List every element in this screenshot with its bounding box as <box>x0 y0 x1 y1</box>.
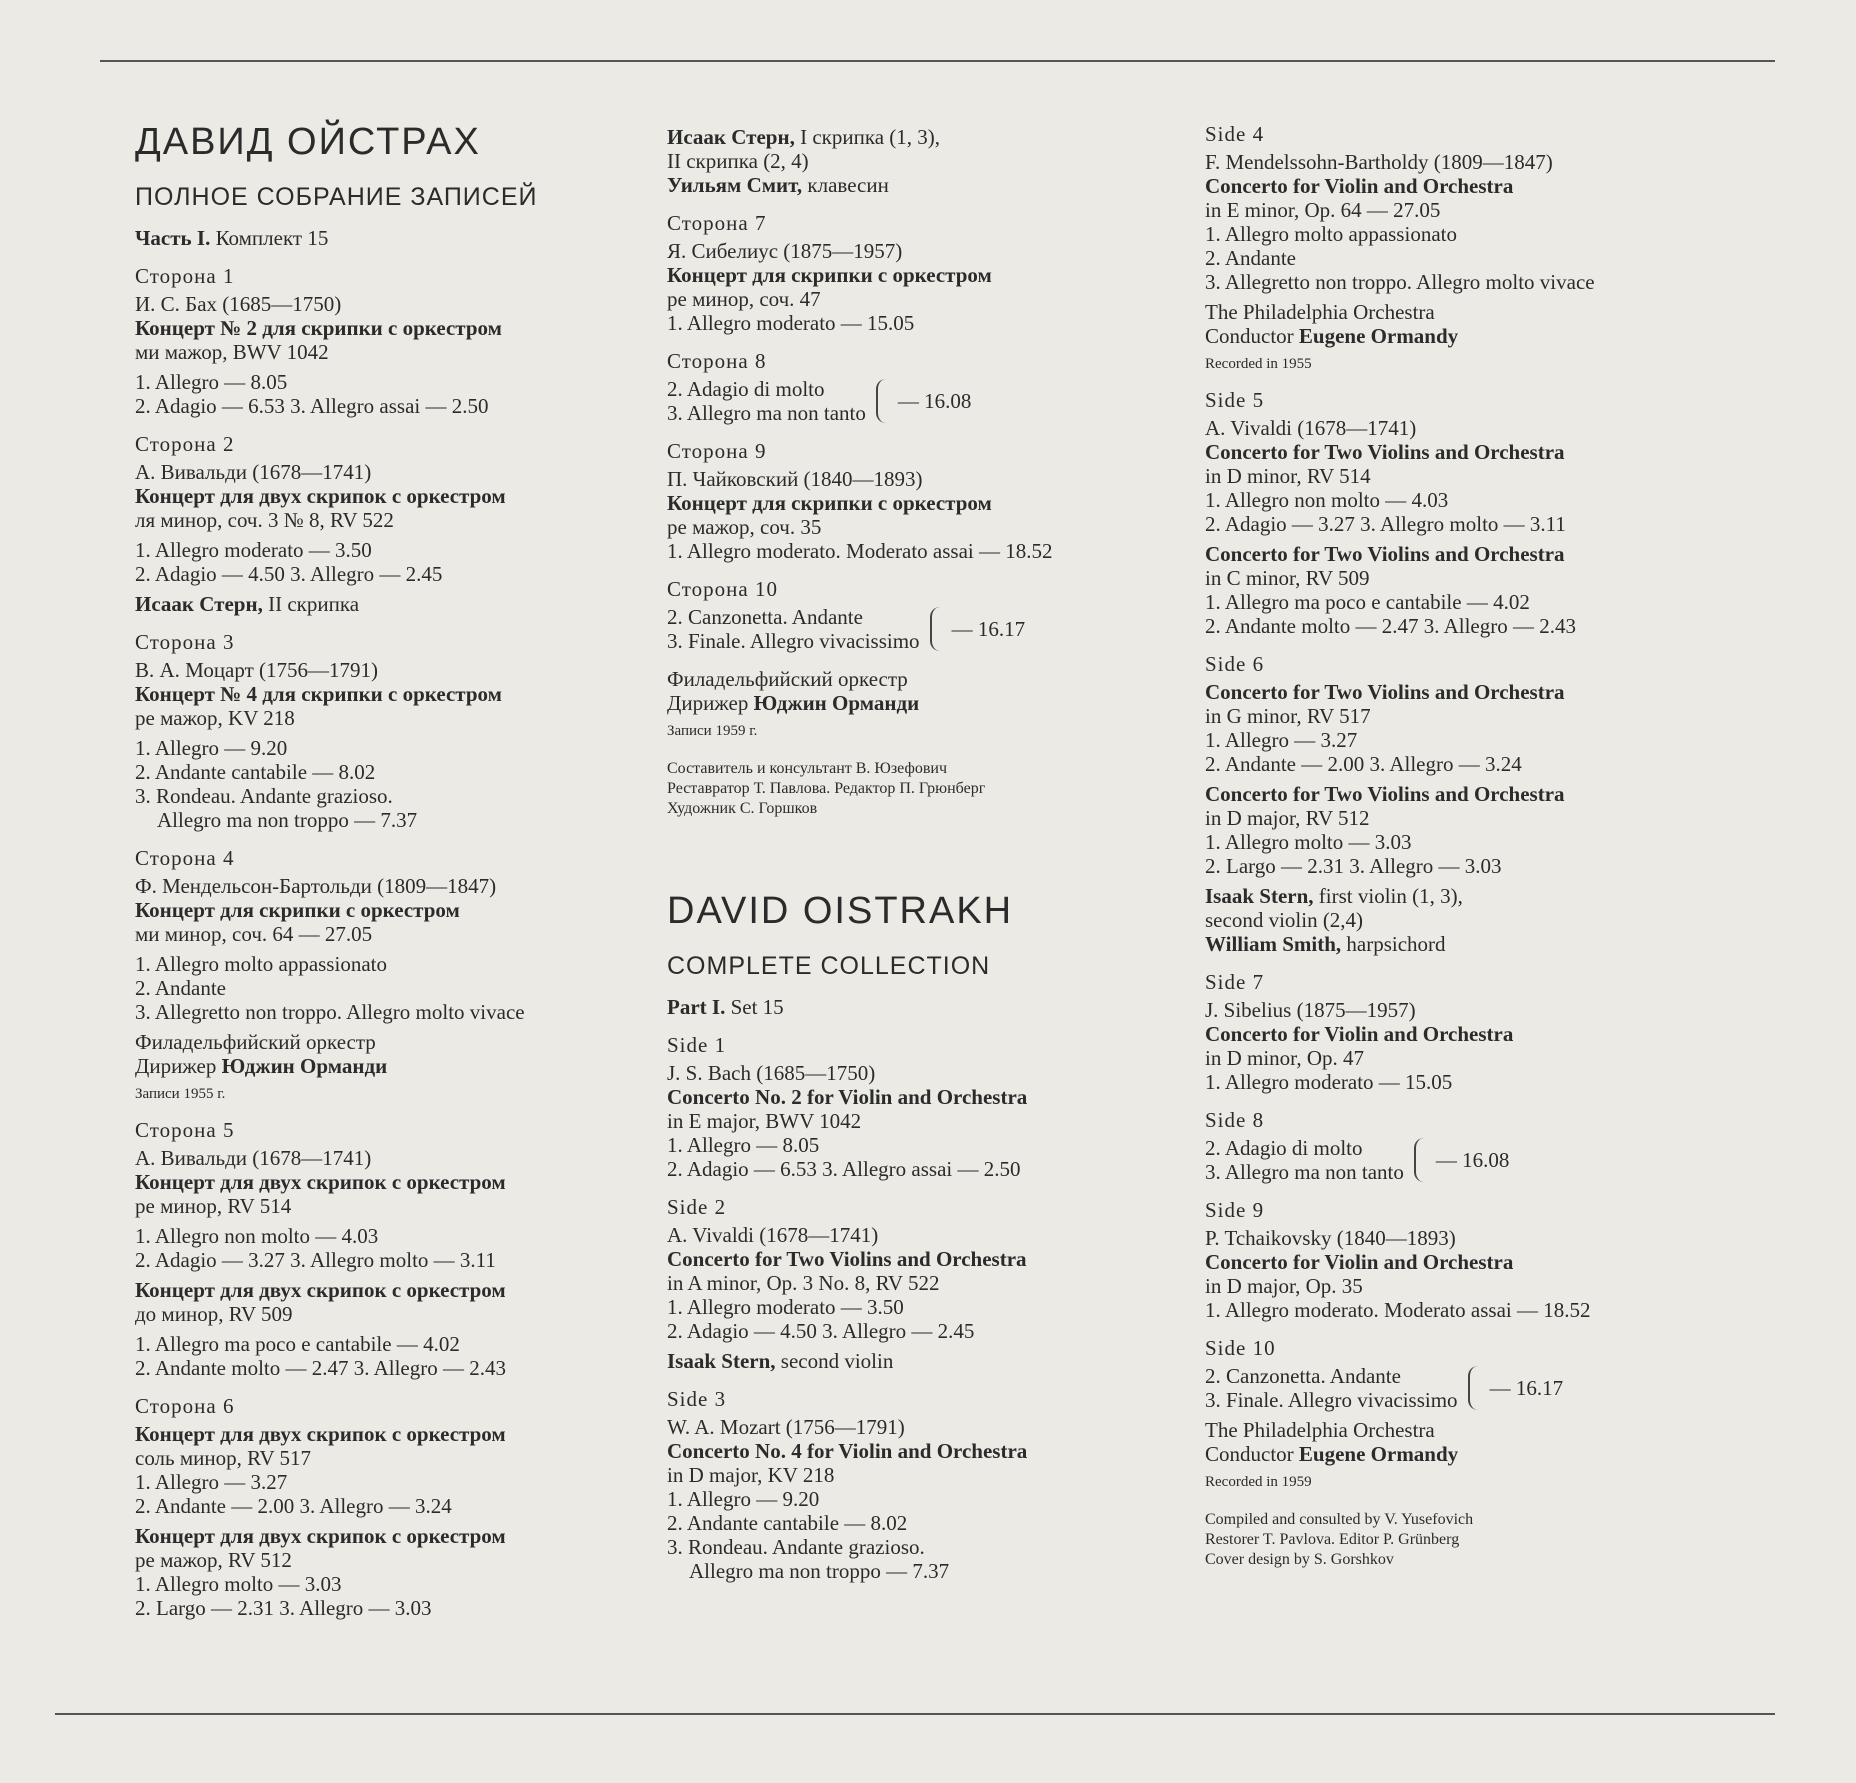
side-label: Side 5 <box>1205 388 1265 412</box>
side-label: Сторона 10 <box>667 577 778 601</box>
duration: — 16.08 <box>1435 1148 1510 1172</box>
ru-side-4 <box>135 846 655 1104</box>
orchestra: Филадельфийский оркестр <box>667 667 908 691</box>
movement: 3. Allegro ma non tanto <box>1205 1160 1404 1184</box>
movement: 1. Allegro moderato — 3.50 <box>667 1295 904 1319</box>
movement: 1. Allegro — 3.27 <box>1205 728 1358 752</box>
work-title: Concerto No. 2 for Violin and Orchestra <box>667 1085 1028 1109</box>
movement: 1. Allegro — 9.20 <box>135 736 288 760</box>
recording-year: Записи 1955 г. <box>135 1086 226 1102</box>
movement: 1. Allegro moderato. Moderato assai — 18.52 <box>667 539 1053 563</box>
side-label: Side 1 <box>667 1033 727 1057</box>
composer: W. A. Mozart (1756—1791) <box>667 1415 905 1439</box>
ru-side-8 <box>667 349 1187 425</box>
work-title: Концерт для двух скрипок с оркестром <box>135 1278 506 1302</box>
duration: — 16.17 <box>1489 1376 1564 1400</box>
work-key: ля минор, соч. 3 № 8, RV 522 <box>135 508 394 532</box>
side-label: Сторона 6 <box>135 1394 235 1418</box>
ru-side-6 <box>135 1394 655 1620</box>
movement: 2. Largo — 2.31 3. Allegro — 3.03 <box>1205 854 1502 878</box>
work-key: in D major, RV 512 <box>1205 806 1370 830</box>
work-key: in G minor, RV 517 <box>1205 704 1371 728</box>
column-middle <box>667 125 1187 1583</box>
brace <box>1414 1138 1430 1182</box>
composer: Ф. Мендельсон-Бартольди (1809—1847) <box>135 874 497 898</box>
work-key: до минор, RV 509 <box>135 1302 293 1326</box>
brace <box>930 607 946 651</box>
movement: 2. Andante molto — 2.47 3. Allegro — 2.43 <box>135 1356 506 1380</box>
work-title: Концерт для скрипки с оркестром <box>667 263 992 287</box>
ru-side-3 <box>135 630 655 832</box>
work-title: Концерт № 2 для скрипки с оркестром <box>135 316 502 340</box>
brace <box>1468 1366 1484 1410</box>
work-key: in E major, BWV 1042 <box>667 1109 862 1133</box>
movement: 1. Allegro ma poco e cantabile — 4.02 <box>1205 590 1530 614</box>
movement: 2. Largo — 2.31 3. Allegro — 3.03 <box>135 1596 432 1620</box>
work-key: ре минор, RV 514 <box>135 1194 292 1218</box>
movement: 1. Allegro molto appassionato <box>135 952 387 976</box>
en-side-1 <box>667 1033 1187 1181</box>
ru-part: Часть I. Комплект 15 <box>135 226 329 250</box>
movement: 1. Allegro moderato — 15.05 <box>1205 1070 1453 1094</box>
conductor: Conductor Eugene Ormandy <box>1205 1442 1459 1466</box>
movement: 2. Andante <box>1205 246 1296 270</box>
en-side-2 <box>667 1195 1187 1373</box>
movement: 1. Allegro moderato — 15.05 <box>667 311 915 335</box>
movement: 3. Finale. Allegro vivacissimo <box>1205 1388 1458 1412</box>
soloist: Исаак Стерн, II скрипка <box>135 592 360 616</box>
work-title: Concerto for Two Violins and Orchestra <box>1205 680 1565 704</box>
movement: 1. Allegro moderato — 3.50 <box>135 538 372 562</box>
work-key: in D major, KV 218 <box>667 1463 835 1487</box>
work-title: Concerto No. 4 for Violin and Orchestra <box>667 1439 1028 1463</box>
movement: Allegro ma non troppo — 7.37 <box>157 808 418 832</box>
en-side-7 <box>1205 970 1765 1094</box>
movement: 2. Adagio — 4.50 3. Allegro — 2.45 <box>135 562 443 586</box>
soloist: second violin (2,4) <box>1205 908 1364 932</box>
movement: 2. Andante <box>135 976 226 1000</box>
work-title: Concerto for Violin and Orchestra <box>1205 174 1514 198</box>
ru-side-7 <box>667 211 1187 335</box>
side-label: Side 3 <box>667 1387 727 1411</box>
work-key: ре мажор, соч. 35 <box>667 515 822 539</box>
work-key: in D minor, RV 514 <box>1205 464 1371 488</box>
work-key: ре мажор, RV 512 <box>135 1548 292 1572</box>
recording-year: Recorded in 1959 <box>1205 1474 1312 1490</box>
side-label: Сторона 9 <box>667 439 767 463</box>
movement: 3. Finale. Allegro vivacissimo <box>667 629 920 653</box>
work-title: Concerto for Two Violins and Orchestra <box>667 1247 1027 1271</box>
side-label: Side 10 <box>1205 1336 1276 1360</box>
en-subtitle: COMPLETE COLLECTION <box>667 952 991 980</box>
side-label: Side 6 <box>1205 652 1265 676</box>
movement: 2. Andante — 2.00 3. Allegro — 3.24 <box>135 1494 452 1518</box>
movement: Allegro ma non troppo — 7.37 <box>689 1559 950 1583</box>
composer: И. С. Бах (1685—1750) <box>135 292 342 316</box>
en-side-9 <box>1205 1198 1765 1322</box>
movement: 1. Allegro molto — 3.03 <box>1205 830 1412 854</box>
work-title: Концерт для скрипки с оркестром <box>135 898 460 922</box>
movement: 1. Allegro — 8.05 <box>667 1133 820 1157</box>
duration: — 16.17 <box>951 617 1026 641</box>
work-title: Concerto for Two Violins and Orchestra <box>1205 542 1565 566</box>
composer: J. S. Bach (1685—1750) <box>667 1061 876 1085</box>
recording-year: Записи 1959 г. <box>667 723 758 739</box>
movement: 2. Andante molto — 2.47 3. Allegro — 2.43 <box>1205 614 1576 638</box>
bottom-rule <box>55 1713 1775 1715</box>
movement: 2. Canzonetta. Andante <box>667 605 863 629</box>
work-key: in D minor, Op. 47 <box>1205 1046 1364 1070</box>
composer: А. Вивальди (1678—1741) <box>135 1146 372 1170</box>
movement: 1. Allegro molto appassionato <box>1205 222 1457 246</box>
movement: 3. Rondeau. Andante grazioso. <box>667 1535 925 1559</box>
side-label: Сторона 7 <box>667 211 767 235</box>
en-credits: Compiled and consulted by V. Yusefovich Restorer T. Pavlova. Editor P. Grünberg Cover design by S. Gorshkov <box>1205 1511 1474 1568</box>
en-side-3 <box>667 1387 1187 1583</box>
side-label: Side 2 <box>667 1195 727 1219</box>
work-key: in D major, Op. 35 <box>1205 1274 1363 1298</box>
movement: 2. Adagio di molto <box>1205 1136 1363 1160</box>
work-key: ре мажор, KV 218 <box>135 706 295 730</box>
movement: 2. Andante cantabile — 8.02 <box>667 1511 908 1535</box>
en-side-4 <box>1205 122 1765 374</box>
work-title: Концерт для скрипки с оркестром <box>667 491 992 515</box>
work-key: ре минор, соч. 47 <box>667 287 821 311</box>
movement: 2. Adagio — 3.27 3. Allegro molto — 3.11 <box>1205 512 1566 536</box>
side-label: Сторона 8 <box>667 349 767 373</box>
composer: Я. Сибелиус (1875—1957) <box>667 239 903 263</box>
ru-side-9 <box>667 439 1187 563</box>
en-title: DAVID OISTRAKH <box>667 890 1014 932</box>
side-label: Сторона 2 <box>135 432 235 456</box>
work-key: ми минор, соч. 64 — 27.05 <box>135 922 373 946</box>
conductor: Дирижер Юджин Орманди <box>135 1054 388 1078</box>
movement: 2. Canzonetta. Andante <box>1205 1364 1401 1388</box>
work-title: Концерт для двух скрипок с оркестром <box>135 1524 506 1548</box>
recording-year: Recorded in 1955 <box>1205 356 1312 372</box>
movement: 1. Allegro moderato. Moderato assai — 18.52 <box>1205 1298 1591 1322</box>
movement: 1. Allegro ma poco e cantabile — 4.02 <box>135 1332 460 1356</box>
composer: A. Vivaldi (1678—1741) <box>1205 416 1417 440</box>
soloist: Isaak Stern, first violin (1, 3), <box>1205 884 1463 908</box>
composer: А. Вивальди (1678—1741) <box>135 460 372 484</box>
work-title: Концерт № 4 для скрипки с оркестром <box>135 682 502 706</box>
side-label: Side 9 <box>1205 1198 1265 1222</box>
soloist: William Smith, harpsichord <box>1205 932 1446 956</box>
composer: A. Vivaldi (1678—1741) <box>667 1223 879 1247</box>
movement: 1. Allegro non molto — 4.03 <box>135 1224 379 1248</box>
movement: 1. Allegro — 3.27 <box>135 1470 288 1494</box>
work-title: Concerto for Two Violins and Orchestra <box>1205 440 1565 464</box>
orchestra: The Philadelphia Orchestra <box>1205 300 1435 324</box>
work-key: in C minor, RV 509 <box>1205 566 1370 590</box>
en-side-6 <box>1205 652 1765 956</box>
en-side-10 <box>1205 1336 1765 1492</box>
ru-title: ДАВИД ОЙСТРАХ <box>135 121 481 163</box>
work-title: Concerto for Violin and Orchestra <box>1205 1022 1514 1046</box>
ru-side-1 <box>135 264 655 418</box>
conductor: Дирижер Юджин Орманди <box>667 691 920 715</box>
ru-side-10 <box>667 577 1187 741</box>
column-russian-1 <box>135 120 655 1620</box>
work-title: Concerto for Two Violins and Orchestra <box>1205 782 1565 806</box>
conductor: Conductor Eugene Ormandy <box>1205 324 1459 348</box>
ru-side-5 <box>135 1118 655 1380</box>
work-title: Концерт для двух скрипок с оркестром <box>135 484 506 508</box>
composer: P. Tchaikovsky (1840—1893) <box>1205 1226 1456 1250</box>
movement: 2. Adagio — 6.53 3. Allegro assai — 2.50 <box>667 1157 1021 1181</box>
movement: 1. Allegro molto — 3.03 <box>135 1572 342 1596</box>
ru-side-2 <box>135 432 655 616</box>
movement: 1. Allegro — 9.20 <box>667 1487 820 1511</box>
work-title: Концерт для двух скрипок с оркестром <box>135 1422 506 1446</box>
work-key: in A minor, Op. 3 No. 8, RV 522 <box>667 1271 940 1295</box>
work-key: ми мажор, BWV 1042 <box>135 340 329 364</box>
side-label: Side 8 <box>1205 1108 1265 1132</box>
side-label: Side 7 <box>1205 970 1265 994</box>
composer: F. Mendelssohn-Bartholdy (1809—1847) <box>1205 150 1553 174</box>
movement: 2. Adagio — 4.50 3. Allegro — 2.45 <box>667 1319 975 1343</box>
ru-performers: Исаак Стерн, I скрипка (1, 3), II скрипка (2, 4) Уильям Смит, клавесин <box>667 125 941 197</box>
orchestra: Филадельфийский оркестр <box>135 1030 376 1054</box>
brace <box>876 379 892 423</box>
en-heading <box>667 889 1187 1019</box>
side-label: Side 4 <box>1205 122 1265 146</box>
work-title: Концерт для двух скрипок с оркестром <box>135 1170 506 1194</box>
ru-credits: Составитель и консультант В. Юзефович Реставратор Т. Павлова. Редактор П. Грюнберг Художник С. Горшков <box>667 760 986 817</box>
movement: 1. Allegro non molto — 4.03 <box>1205 488 1449 512</box>
movement: 3. Rondeau. Andante grazioso. <box>135 784 393 808</box>
composer: П. Чайковский (1840—1893) <box>667 467 923 491</box>
work-title: Concerto for Violin and Orchestra <box>1205 1250 1514 1274</box>
side-label: Сторона 1 <box>135 264 235 288</box>
column-english-2 <box>1205 120 1765 1570</box>
orchestra: The Philadelphia Orchestra <box>1205 1418 1435 1442</box>
movement: 1. Allegro — 8.05 <box>135 370 288 394</box>
movement: 2. Adagio — 6.53 3. Allegro assai — 2.50 <box>135 394 489 418</box>
en-side-5 <box>1205 388 1765 638</box>
en-side-8 <box>1205 1108 1765 1184</box>
en-part: Part I. Set 15 <box>667 995 784 1019</box>
top-rule <box>100 60 1775 62</box>
duration: — 16.08 <box>897 389 972 413</box>
movement: 3. Allegretto non troppo. Allegro molto vivace <box>1205 270 1595 294</box>
soloist: Isaak Stern, second violin <box>667 1349 894 1373</box>
movement: 2. Adagio di molto <box>667 377 825 401</box>
composer: В. А. Моцарт (1756—1791) <box>135 658 379 682</box>
side-label: Сторона 3 <box>135 630 235 654</box>
movement: 3. Allegretto non troppo. Allegro molto vivace <box>135 1000 525 1024</box>
movement: 2. Andante cantabile — 8.02 <box>135 760 376 784</box>
side-label: Сторона 4 <box>135 846 235 870</box>
composer: J. Sibelius (1875—1957) <box>1205 998 1416 1022</box>
work-key: in E minor, Op. 64 — 27.05 <box>1205 198 1441 222</box>
movement: 3. Allegro ma non tanto <box>667 401 866 425</box>
movement: 2. Andante — 2.00 3. Allegro — 3.24 <box>1205 752 1522 776</box>
work-key: соль минор, RV 517 <box>135 1446 311 1470</box>
movement: 2. Adagio — 3.27 3. Allegro molto — 3.11 <box>135 1248 496 1272</box>
side-label: Сторона 5 <box>135 1118 235 1142</box>
ru-subtitle: ПОЛНОЕ СОБРАНИЕ ЗАПИСЕЙ <box>135 183 538 211</box>
